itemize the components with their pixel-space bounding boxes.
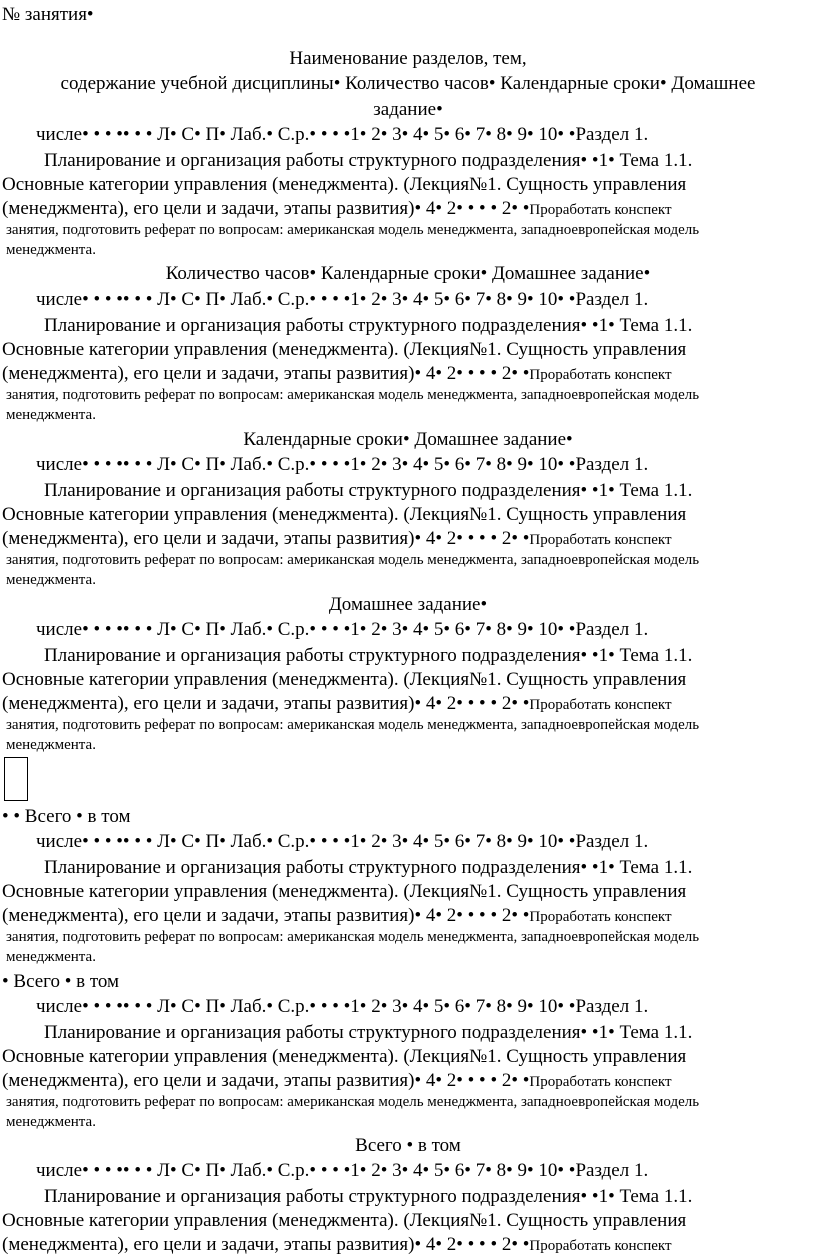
block-homework-line: занятия, подготовить реферат по вопросам: американская модель менеджмента, западноевропейская модель <box>6 387 700 403</box>
block-topic-line-cont: (менеджмента), его цели и задачи, этапы развития)• 4• 2• • • • 2• •Проработать конспект <box>2 363 672 384</box>
block-homework-line: занятия, подготовить реферат по вопросам: американская модель менеджмента, западноевропейская модель <box>6 1094 700 1110</box>
total-header-5: • • Всего • в том <box>2 806 131 827</box>
total-header-6: • Всего • в том <box>2 971 120 992</box>
block-topic-line: Основные категории управления (менеджмента). (Лекция№1. Сущность управления <box>2 504 687 525</box>
section-title-line1: Наименование разделов, тем, <box>289 48 527 69</box>
total-header-7: Всего • в том <box>355 1135 461 1156</box>
block-topic-line: Основные категории управления (менеджмента). (Лекция№1. Сущность управления <box>2 1046 687 1067</box>
block-topic-line: Основные категории управления (менеджмента). (Лекция№1. Сущность управления <box>2 339 687 360</box>
block-section-line: Планирование и организация работы структурного подразделения• •1• Тема 1.1. <box>44 480 693 501</box>
block-homework-line-end: менеджмента. <box>6 242 96 258</box>
block-homework-line-end: менеджмента. <box>6 407 96 423</box>
block-topic-line-cont: (менеджмента), его цели и задачи, этапы развития)• 4• 2• • • • 2• •Проработать конспект <box>2 198 672 219</box>
block-topic-line: Основные категории управления (менеджмента). (Лекция№1. Сущность управления <box>2 1210 687 1231</box>
block-section-line: Планирование и организация работы структурного подразделения• •1• Тема 1.1. <box>44 645 693 666</box>
column-headers-4: Домашнее задание• <box>328 594 488 615</box>
block-topic-line-cont: (менеджмента), его цели и задачи, этапы развития)• 4• 2• • • • 2• •Проработать конспект <box>2 905 672 926</box>
block-topic-line-cont: (менеджмента), его цели и задачи, этапы развития)• 4• 2• • • • 2• •Проработать конспект <box>2 693 672 714</box>
block-numbering-row: числе• • • •• • • Л• С• П• Лаб.• С.р.• • • •1• 2• 3• 4• 5• 6• 7• 8• 9• 10• •Раздел 1. <box>36 831 649 852</box>
block-homework-line: занятия, подготовить реферат по вопросам: американская модель менеджмента, западноевропейская модель <box>6 929 700 945</box>
block-homework-line-end: менеджмента. <box>6 737 96 753</box>
block-homework-line-end: менеджмента. <box>6 949 96 965</box>
lesson-number-header: № занятия• <box>2 4 94 25</box>
column-headers-2: Количество часов• Календарные сроки• Домашнее задание• <box>165 263 651 284</box>
block-topic-line-cont: (менеджмента), его цели и задачи, этапы развития)• 4• 2• • • • 2• •Проработать конспект <box>2 1234 672 1255</box>
block-numbering-row: числе• • • •• • • Л• С• П• Лаб.• С.р.• • • •1• 2• 3• 4• 5• 6• 7• 8• 9• 10• •Раздел 1. <box>36 124 649 145</box>
block-homework-line: занятия, подготовить реферат по вопросам: американская модель менеджмента, западноевропейская модель <box>6 552 700 568</box>
block-section-line: Планирование и организация работы структурного подразделения• •1• Тема 1.1. <box>44 857 693 878</box>
block-numbering-row: числе• • • •• • • Л• С• П• Лаб.• С.р.• • • •1• 2• 3• 4• 5• 6• 7• 8• 9• 10• •Раздел 1. <box>36 454 649 475</box>
block-topic-line: Основные категории управления (менеджмента). (Лекция№1. Сущность управления <box>2 881 687 902</box>
block-homework-line: занятия, подготовить реферат по вопросам: американская модель менеджмента, западноевропейская модель <box>6 717 700 733</box>
section-title-line2: содержание учебной дисциплины• Количество часов• Календарные сроки• Домашнее <box>60 73 756 94</box>
block-numbering-row: числе• • • •• • • Л• С• П• Лаб.• С.р.• • • •1• 2• 3• 4• 5• 6• 7• 8• 9• 10• •Раздел 1. <box>36 289 649 310</box>
block-homework-line: занятия, подготовить реферат по вопросам: американская модель менеджмента, западноевропейская модель <box>6 222 700 238</box>
column-headers-3: Календарные сроки• Домашнее задание• <box>243 429 573 450</box>
section-title-line3: задание• <box>373 99 443 120</box>
block-numbering-row: числе• • • •• • • Л• С• П• Лаб.• С.р.• • • •1• 2• 3• 4• 5• 6• 7• 8• 9• 10• •Раздел 1. <box>36 619 649 640</box>
block-section-line: Планирование и организация работы структурного подразделения• •1• Тема 1.1. <box>44 150 693 171</box>
block-topic-line: Основные категории управления (менеджмента). (Лекция№1. Сущность управления <box>2 174 687 195</box>
block-topic-line: Основные категории управления (менеджмента). (Лекция№1. Сущность управления <box>2 669 687 690</box>
block-section-line: Планирование и организация работы структурного подразделения• •1• Тема 1.1. <box>44 1022 693 1043</box>
block-numbering-row: числе• • • •• • • Л• С• П• Лаб.• С.р.• • • •1• 2• 3• 4• 5• 6• 7• 8• 9• 10• •Раздел 1. <box>36 1160 649 1181</box>
block-section-line: Планирование и организация работы структурного подразделения• •1• Тема 1.1. <box>44 315 693 336</box>
block-numbering-row: числе• • • •• • • Л• С• П• Лаб.• С.р.• • • •1• 2• 3• 4• 5• 6• 7• 8• 9• 10• •Раздел 1. <box>36 996 649 1017</box>
empty-table-cell <box>4 757 28 801</box>
block-topic-line-cont: (менеджмента), его цели и задачи, этапы развития)• 4• 2• • • • 2• •Проработать конспект <box>2 1070 672 1091</box>
block-homework-line-end: менеджмента. <box>6 572 96 588</box>
block-section-line: Планирование и организация работы структурного подразделения• •1• Тема 1.1. <box>44 1186 693 1207</box>
block-homework-line-end: менеджмента. <box>6 1114 96 1130</box>
block-topic-line-cont: (менеджмента), его цели и задачи, этапы развития)• 4• 2• • • • 2• •Проработать конспект <box>2 528 672 549</box>
